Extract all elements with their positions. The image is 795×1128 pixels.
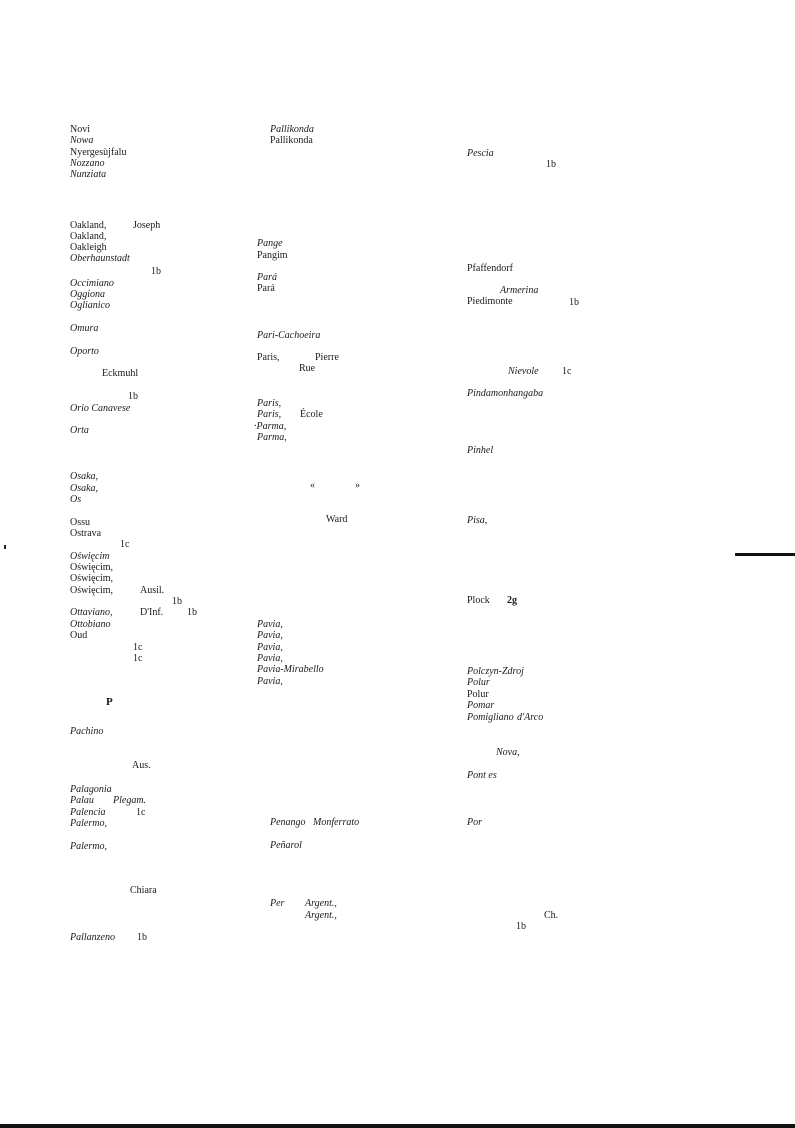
- index-entry: Pallikonda: [270, 135, 313, 146]
- index-entry: Pallanzeno: [70, 932, 115, 943]
- index-entry: Paris,: [257, 409, 282, 420]
- index-entry: Ausil.: [140, 585, 165, 596]
- index-entry: Nunziata: [70, 169, 107, 180]
- index-entry: Polczyn-Zdroj: [467, 666, 524, 677]
- index-entry: «: [310, 480, 315, 491]
- index-entry: Joseph: [133, 220, 161, 231]
- index-entry: Pará: [257, 272, 277, 283]
- index-entry: Osaka,: [70, 483, 99, 494]
- index-entry: Os: [70, 494, 82, 505]
- index-entry: Penango: [270, 817, 306, 828]
- section-letter: P: [106, 696, 113, 708]
- index-entry: Occimiano: [70, 278, 114, 289]
- index-entry: Novi: [70, 124, 90, 135]
- index-entry: Oświęcim: [70, 551, 110, 562]
- index-entry: Pange: [257, 238, 283, 249]
- index-entry: Pavia,: [257, 619, 283, 630]
- index-entry: Piedimonte: [467, 296, 513, 307]
- index-entry: Armerina: [500, 285, 539, 296]
- index-entry: 2g: [507, 595, 517, 606]
- index-entry: Pavia,: [257, 630, 283, 641]
- index-entry: Oglianico: [70, 300, 110, 311]
- index-entry: Palagonia: [70, 784, 112, 795]
- index-entry: Por: [467, 817, 482, 828]
- index-entry: Nova,: [496, 747, 520, 758]
- index-entry: 1b: [151, 266, 161, 277]
- index-entry: Polur: [467, 677, 490, 688]
- index-entry: Omura: [70, 323, 99, 334]
- index-entry: Palermo,: [70, 818, 107, 829]
- index-entry: Pindamonhangaba: [467, 388, 544, 399]
- index-entry: ·Parma,: [254, 421, 287, 432]
- index-entry: Argent.,: [305, 898, 337, 909]
- index-entry: 1c: [133, 653, 143, 664]
- index-entry: 1b: [187, 607, 197, 618]
- index-entry: Palencia: [70, 807, 106, 818]
- index-entry: Aus.: [132, 760, 151, 771]
- index-entry: École: [300, 409, 323, 420]
- index-entry: »: [355, 480, 360, 491]
- index-entry: Oświęcim,: [70, 585, 114, 596]
- bottom-rule: [0, 1124, 795, 1128]
- index-entry: Pisa,: [467, 515, 488, 526]
- index-entry: Per: [270, 898, 285, 909]
- index-entry: 1c: [133, 642, 143, 653]
- index-entry: 1b: [516, 921, 526, 932]
- index-entry: Osaka,: [70, 471, 99, 482]
- index-entry: Monferrato: [313, 817, 360, 828]
- index-entry: Oberhaunstadt: [70, 253, 130, 264]
- index-entry: 1c: [562, 366, 572, 377]
- index-entry: Argent.,: [305, 910, 337, 921]
- index-entry: 1b: [546, 159, 556, 170]
- index-entry: 1c: [120, 539, 130, 550]
- index-entry: Pavia,: [257, 642, 283, 653]
- index-entry: Oświęcim,: [70, 573, 114, 584]
- index-entry: Pomigliano: [467, 712, 514, 723]
- index-entry: Pangim: [257, 250, 288, 261]
- index-entry: Ottaviano,: [70, 607, 113, 618]
- index-entry: Oggiona: [70, 289, 105, 300]
- index-entry: 1b: [137, 932, 147, 943]
- index-entry: Pavia,: [257, 676, 283, 687]
- index-entry: Nievole: [508, 366, 539, 377]
- index-entry: 1c: [136, 807, 146, 818]
- index-entry: Ch.: [544, 910, 559, 921]
- index-entry: Ossu: [70, 517, 91, 528]
- index-entry: Pont es: [467, 770, 497, 781]
- index-entry: D'Inf.: [140, 607, 164, 618]
- index-entry: 1b: [172, 596, 182, 607]
- index-entry: Ward: [326, 514, 348, 525]
- index-entry: Oświęcim,: [70, 562, 114, 573]
- index-entry: Orta: [70, 425, 89, 436]
- index-entry: Pachino: [70, 726, 104, 737]
- index-entry: Polur: [467, 689, 489, 700]
- index-entry: Eckmuhl: [102, 368, 139, 379]
- index-entry: Plegam.: [113, 795, 147, 806]
- index-entry: 1b: [569, 297, 579, 308]
- index-entry: Ottobiano: [70, 619, 111, 630]
- index-entry: Oakland,: [70, 220, 107, 231]
- index-entry: Nozzano: [70, 158, 105, 169]
- margin-mark: [4, 545, 6, 549]
- index-entry: Oud: [70, 630, 88, 641]
- index-entry: Oakleigh: [70, 242, 107, 253]
- index-entry: Nyergesùjfalu: [70, 147, 127, 158]
- index-entry: Palermo,: [70, 841, 107, 852]
- index-entry: Pavia,: [257, 653, 283, 664]
- index-entry: Oporto: [70, 346, 99, 357]
- index-entry: Pierre: [315, 352, 339, 363]
- index-entry: Pallikonda: [270, 124, 314, 135]
- index-entry: d'Arco: [517, 712, 544, 723]
- index-entry: Pescia: [467, 148, 494, 159]
- index-entry: Chiara: [130, 885, 157, 896]
- index-entry: Oakland,: [70, 231, 107, 242]
- index-entry: Pomar: [467, 700, 495, 711]
- index-entry: Pfaffendorf: [467, 263, 513, 274]
- index-entry: Rue: [299, 363, 316, 374]
- index-entry: Paris,: [257, 398, 282, 409]
- index-entry: Paris,: [257, 352, 280, 363]
- margin-rule: [735, 553, 795, 556]
- index-entry: Nowa: [70, 135, 94, 146]
- index-entry: Orio Canavese: [70, 403, 131, 414]
- index-entry: Pavia-Mirabello: [257, 664, 324, 675]
- index-entry: Pinhel: [467, 445, 494, 456]
- index-entry: Pari-Cachoeira: [257, 330, 321, 341]
- index-entry: Ostrava: [70, 528, 102, 539]
- index-entry: Peñarol: [270, 840, 302, 851]
- index-entry: 1b: [128, 391, 138, 402]
- index-entry: Plock: [467, 595, 490, 606]
- index-entry: Parma,: [257, 432, 287, 443]
- index-entry: Pará: [257, 283, 275, 294]
- index-entry: Palau: [70, 795, 94, 806]
